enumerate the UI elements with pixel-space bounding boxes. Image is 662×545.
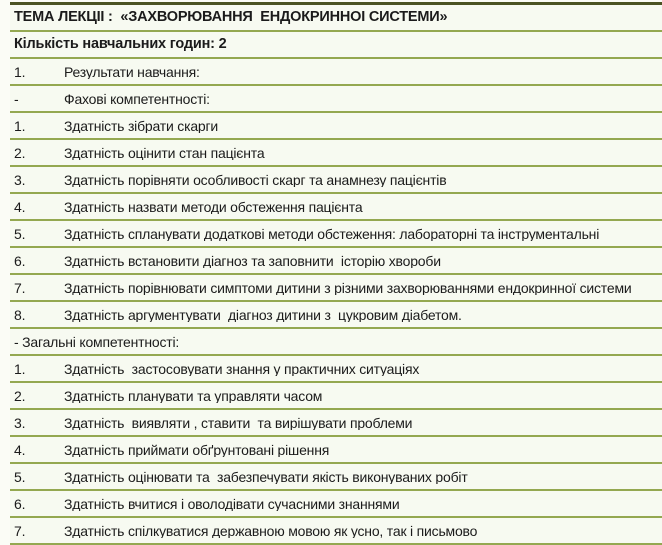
table-row xyxy=(10,437,662,464)
table-row xyxy=(10,383,662,410)
table-row xyxy=(10,5,662,32)
row-text: Результати навчання: xyxy=(64,64,200,79)
row-number: 1. xyxy=(14,360,26,377)
table-row xyxy=(10,356,662,383)
row-text: Здатність аргументувати діагноз дитини з цукровим діабетом. xyxy=(64,307,462,322)
row-text: Здатність оцінювати та забезпечувати якість виконуваних робіт xyxy=(64,469,468,484)
row-number: 6. xyxy=(14,252,26,269)
row-text: Здатність порівняти особливості скарг та анамнезу пацієнтів xyxy=(64,172,447,187)
table-row xyxy=(10,518,662,545)
row-text: Здатність спланувати додаткові методи обстеження: лабораторні та інструментальні xyxy=(64,226,600,241)
table-row xyxy=(10,302,662,329)
row-number: 4. xyxy=(14,198,26,215)
table-row xyxy=(10,464,662,491)
lecture-table xyxy=(10,2,662,545)
row-number: 5. xyxy=(14,225,26,242)
table-row xyxy=(10,491,662,518)
row-text: Здатність зібрати скарги xyxy=(64,118,219,133)
row-text: - Загальні компетентності: xyxy=(14,334,180,349)
row-number: 1. xyxy=(14,63,26,80)
table-row xyxy=(10,113,662,140)
row-number: 6. xyxy=(14,495,26,512)
table-row xyxy=(10,86,662,113)
row-text: Здатність оцінити стан пацієнта xyxy=(64,145,265,160)
row-number: 1. xyxy=(14,117,26,134)
row-text: Здатність порівнювати симптоми дитини з різними захворюваннями ендокринної системи xyxy=(64,280,632,295)
table-row xyxy=(10,167,662,194)
table-row xyxy=(10,221,662,248)
row-text: Здатність вчитися і оволодівати сучасними знаннями xyxy=(64,496,400,511)
row-text: Здатність приймати обґрунтовані рішення xyxy=(64,442,330,457)
row-number: 3. xyxy=(14,414,26,431)
row-number: 2. xyxy=(14,144,26,161)
table-row xyxy=(10,248,662,275)
table-row xyxy=(10,140,662,167)
row-text: Здатність спілкуватися державною мовою як усно, так і письмово xyxy=(64,523,478,538)
row-number: 2. xyxy=(14,387,26,404)
row-text: Кількість навчальних годин: 2 xyxy=(14,37,227,52)
table-row xyxy=(10,329,662,356)
table-row xyxy=(10,410,662,437)
table-row xyxy=(10,32,662,59)
row-number: - xyxy=(14,90,19,107)
row-number: 5. xyxy=(14,468,26,485)
row-number: 7. xyxy=(14,279,26,296)
row-text: Здатність виявляти , ставити та вирішувати проблеми xyxy=(64,415,413,430)
row-text: Здатність назвати методи обстеження пацієнта xyxy=(64,199,363,214)
table-row xyxy=(10,59,662,86)
row-number: 3. xyxy=(14,171,26,188)
row-number: 8. xyxy=(14,306,26,323)
row-text: Здатність встановити діагноз та заповнити історію хвороби xyxy=(64,253,441,268)
row-text: Фахові компетентності: xyxy=(64,91,210,106)
row-text: Здатність планувати та управляти часом xyxy=(64,388,323,403)
row-number: 7. xyxy=(14,522,26,539)
row-number: 4. xyxy=(14,441,26,458)
row-text: Здатність застосовувати знання у практичних ситуаціях xyxy=(64,361,420,376)
table-row xyxy=(10,194,662,221)
table-row xyxy=(10,275,662,302)
row-text: ТЕМА ЛЕКЦІЇ : «ЗАХВОРЮВАННЯ ЕНДОКРИННОЇ СИСТЕМИ» xyxy=(14,10,448,25)
